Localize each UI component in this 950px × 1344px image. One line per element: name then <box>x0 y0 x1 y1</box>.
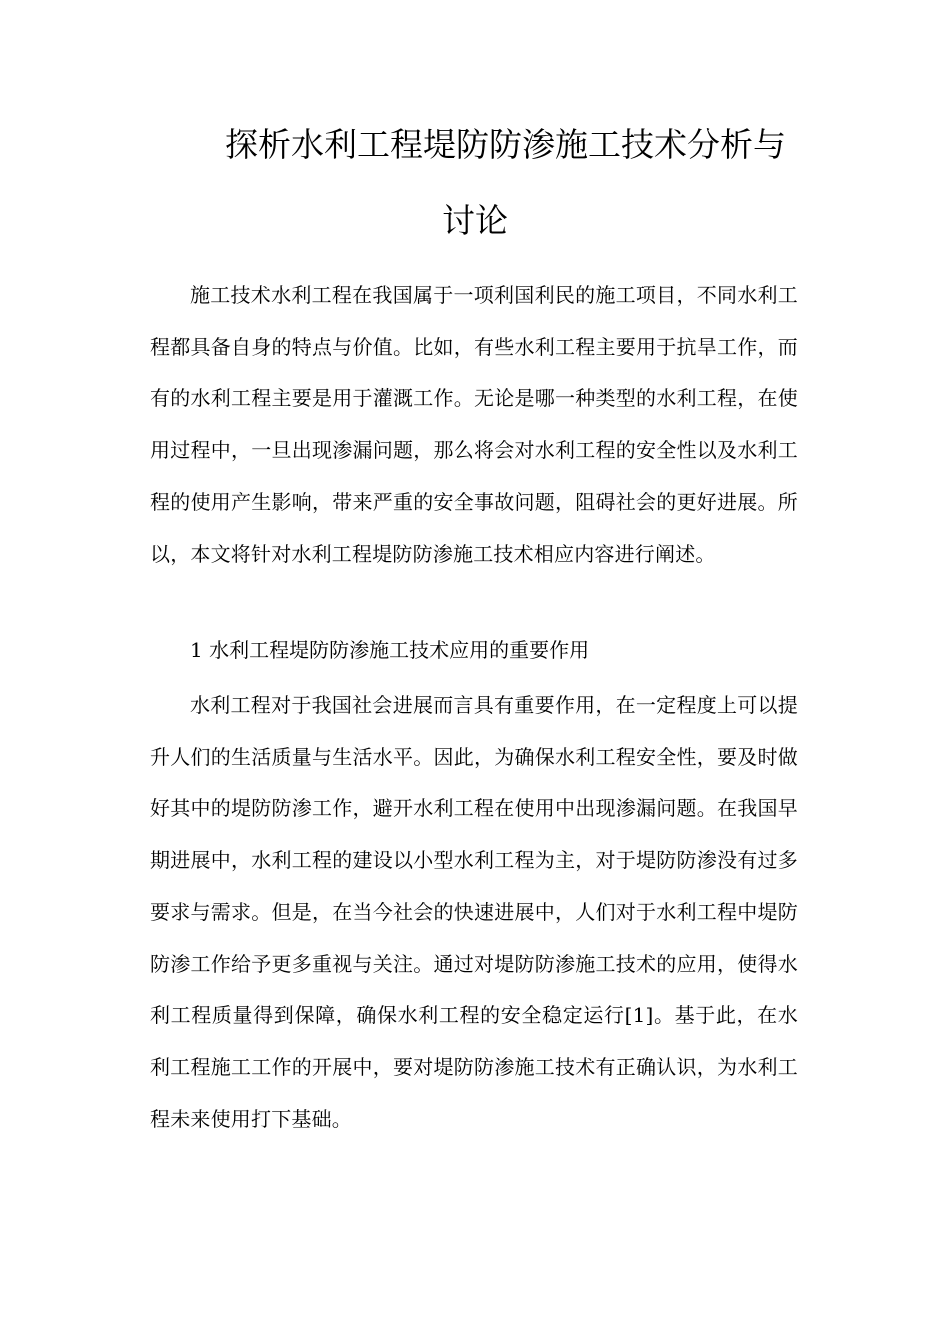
intro-paragraph: 施工技术水利工程在我国属于一项利国利民的施工项目，不同水利工程都具备自身的特点与价值。比如，有些水利工程主要用于抗旱工作，而有的水利工程主要是用于灌溉工作。无论是哪一种类型的水利工程，在使用过程中，一旦出现渗漏问题，那么将会对水利工程的安全性以及水利工程的使用产生影响，带来严重的安全事故问题，阻碍社会的更好进展。所以，本文将针对水利工程堤防防渗施工技术相应内容进行阐述。 <box>150 283 798 566</box>
section-1-heading: 1 水利工程堤防防渗施工技术应用的重要作用 <box>190 638 590 662</box>
document-title-line-2: 讨论 <box>442 201 508 240</box>
document-title-line-1: 探析水利工程堤防防渗施工技术分析与 <box>225 125 786 164</box>
section-1-paragraph: 水利工程对于我国社会进展而言具有重要作用，在一定程度上可以提升人们的生活质量与生活水平。因此，为确保水利工程安全性，要及时做好其中的堤防防渗工作，避开水利工程在使用中出现渗漏问题。在我国早期进展中，水利工程的建设以小型水利工程为主，对于堤防防渗没有过多要求与需求。但是，在当今社会的快速进展中，人们对于水利工程中堤防防渗工作给予更多重视与关注。通过对堤防防渗施工技术的应用，使得水利工程质量得到保障，确保水利工程的安全稳定运行[1]。基于此，在水利工程施工工作的开展中，要对堤防防渗施工技术有正确认识，为水利工程未来使用打下基础。 <box>150 693 798 1131</box>
